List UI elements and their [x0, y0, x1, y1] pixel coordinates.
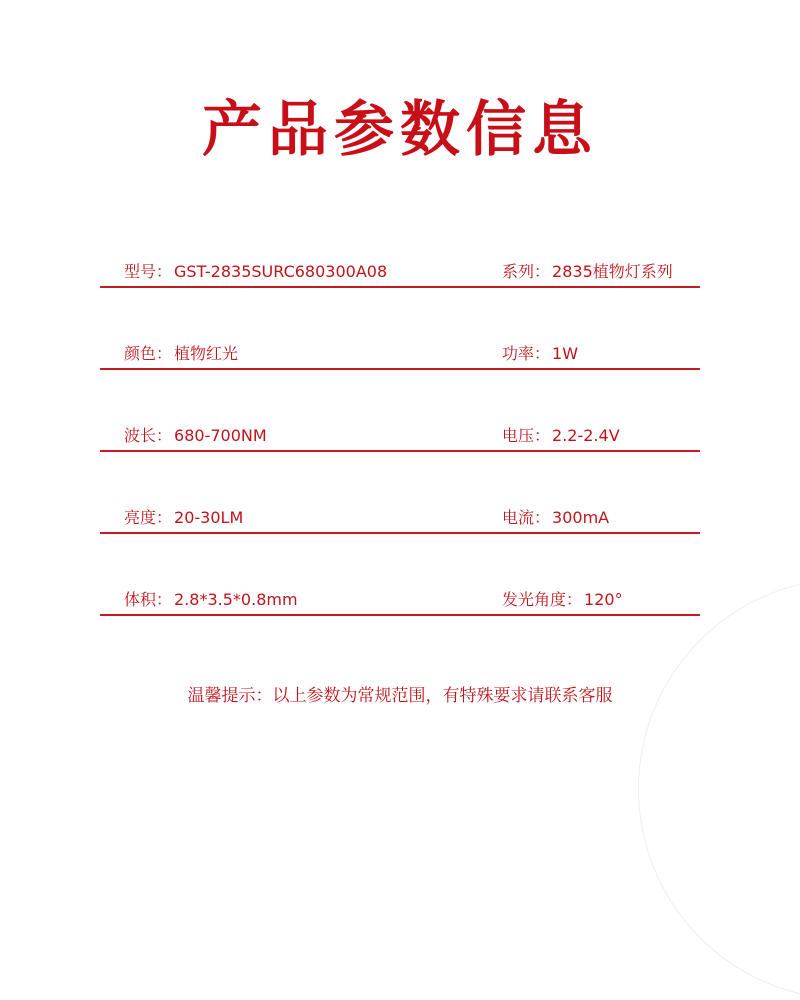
spec-row-brightness-current	[100, 498, 700, 580]
divider-line	[100, 368, 700, 370]
spec-power: 功率： 1W	[502, 344, 579, 363]
spec-row-wavelength-voltage	[100, 416, 700, 498]
spec-size: 体积： 2.8*3.5*0.8mm	[124, 590, 298, 609]
divider-line	[100, 614, 700, 616]
spec-current: 电流： 300mA	[502, 508, 610, 527]
spec-color: 颜色： 植物红光	[124, 344, 239, 363]
divider-line	[100, 450, 700, 452]
notice-text: 温馨提示：以上参数为常规范围，有特殊要求请联系客服	[187, 686, 613, 706]
spec-brightness: 亮度： 20-30LM	[124, 508, 244, 527]
spec-model: 型号： GST-2835SURC680300A08	[124, 262, 388, 281]
spec-row-size-angle	[100, 580, 700, 662]
spec-row-model-series	[100, 252, 700, 334]
spec-voltage: 电压： 2.2-2.4V	[502, 426, 620, 445]
spec-row-color-power	[100, 334, 700, 416]
spec-series: 系列： 2835植物灯系列	[502, 262, 673, 281]
spec-angle: 发光角度： 120°	[502, 590, 623, 609]
divider-line	[100, 532, 700, 534]
page-title: 产品参数信息	[202, 95, 598, 166]
divider-line	[100, 286, 700, 288]
spec-wavelength: 波长： 680-700NM	[124, 426, 267, 445]
spec-table	[100, 252, 700, 662]
